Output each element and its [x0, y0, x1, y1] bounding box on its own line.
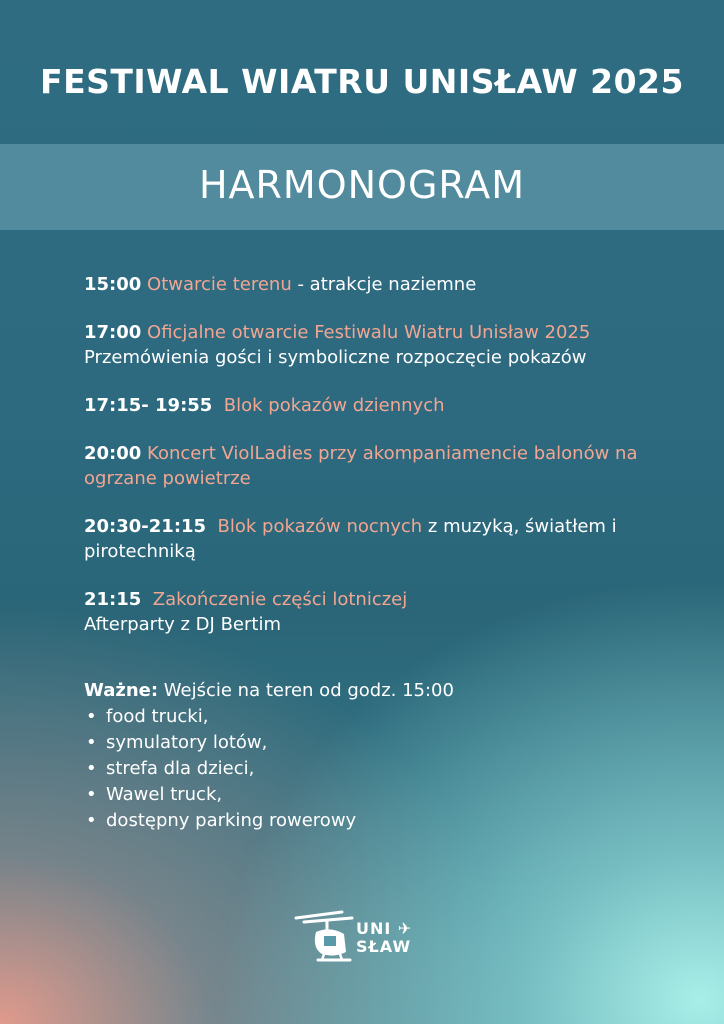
schedule-time: 20:30-21:15: [84, 516, 207, 537]
schedule-description: Przemówienia gości i symboliczne rozpoczęcie pokazów: [84, 347, 587, 368]
amenities-list: [84, 704, 454, 834]
schedule-list: [84, 272, 684, 660]
schedule-item: [84, 587, 684, 637]
schedule-item: [84, 320, 684, 370]
schedule-item: [84, 514, 684, 564]
page-subtitle: HARMONOGRAM: [198, 163, 526, 207]
list-item: • food trucki,: [84, 704, 454, 730]
logo-text: UNI ✈ SŁAW: [356, 919, 413, 956]
important-text: Wejście na teren od godz. 15:00: [158, 680, 454, 701]
list-item: • dostępny parking rowerowy: [84, 808, 454, 834]
schedule-description: Afterparty z DJ Bertim: [84, 614, 281, 635]
schedule-time: 21:15: [84, 589, 142, 610]
schedule-event: Oficjalne otwarcie Festiwalu Wiatru Unisław 2025: [147, 322, 591, 343]
list-item: • Wawel truck,: [84, 782, 454, 808]
schedule-event: Blok pokazów dziennych: [223, 395, 445, 416]
important-heading: [84, 678, 454, 704]
schedule-extra: - atrakcje naziemne: [291, 274, 477, 295]
schedule-time: 17:00: [84, 322, 142, 343]
schedule-event: Koncert ViolLadies przy akompaniamencie balonów na ogrzane powietrze: [84, 443, 638, 489]
schedule-item: [84, 393, 684, 418]
important-section: [84, 678, 454, 834]
important-label: Ważne:: [84, 680, 159, 701]
list-item: • symulatory lotów,: [84, 730, 454, 756]
schedule-event: Otwarcie terenu: [147, 274, 292, 295]
schedule-time: 17:15- 19:55: [84, 395, 213, 416]
helicopter-icon: [294, 908, 358, 970]
page-title: FESTIWAL WIATRU UNISŁAW 2025: [40, 62, 684, 101]
schedule-event: Zakończenie części lotniczej: [152, 589, 408, 610]
schedule-time: 15:00: [84, 274, 142, 295]
list-item: • strefa dla dzieci,: [84, 756, 454, 782]
schedule-item: [84, 441, 684, 491]
logo-line-1: UNI: [356, 919, 392, 938]
schedule-event: Blok pokazów nocnych: [217, 516, 423, 537]
schedule-extra: z muzyką, światłem i pirotechniką: [84, 516, 617, 562]
logo-line-2: SŁAW: [356, 937, 412, 956]
schedule-time: 20:00: [84, 443, 142, 464]
schedule-item: [84, 272, 684, 297]
unislaw-logo: [294, 908, 418, 970]
